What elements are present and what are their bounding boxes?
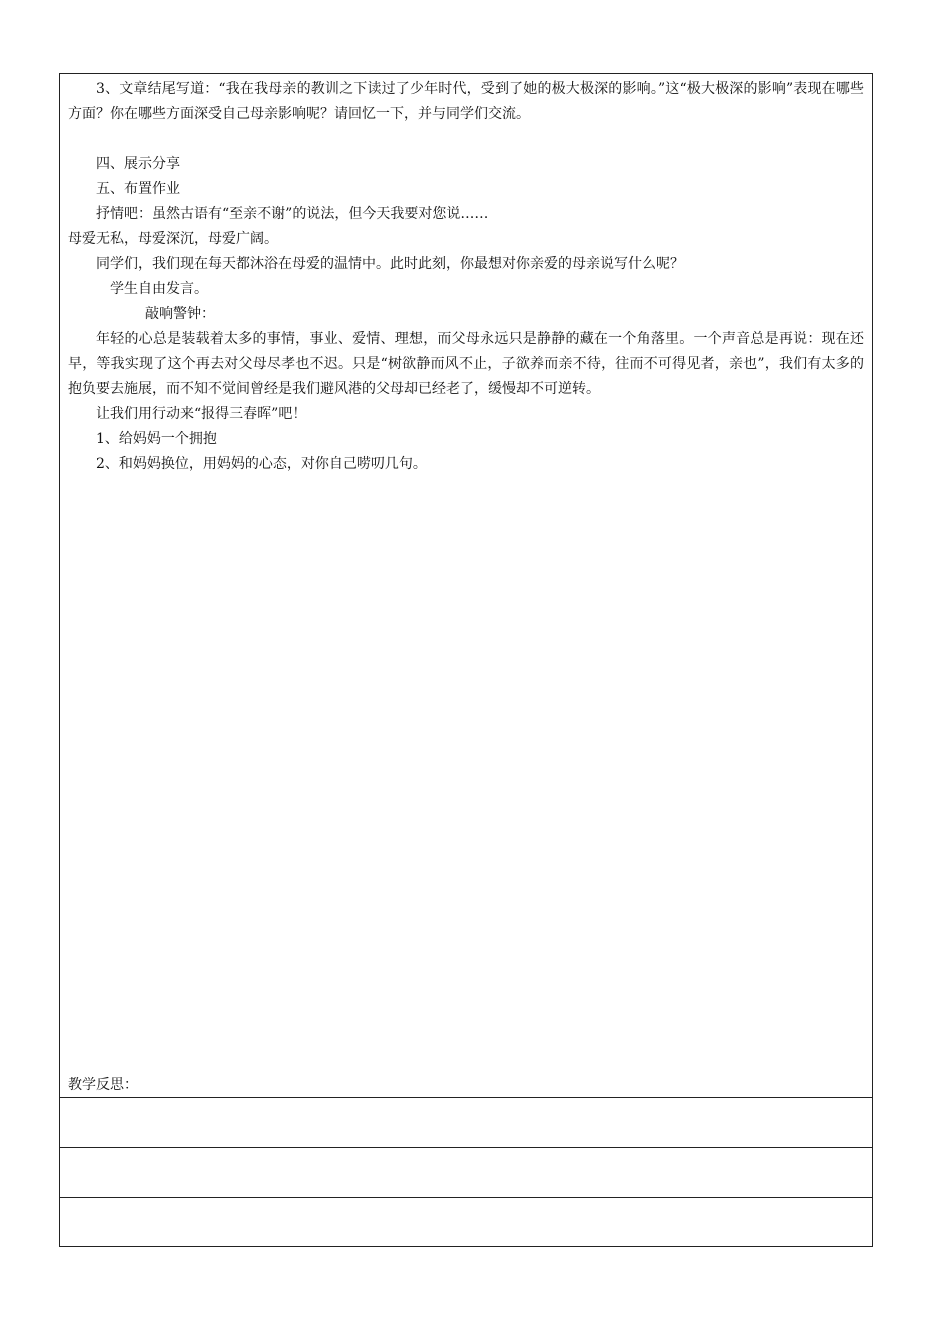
section-5-heading: 五、布置作业: [96, 181, 180, 197]
lyric-paragraph: 抒情吧：虽然古语有“至亲不谢”的说法，但今天我要对您说……: [96, 206, 489, 222]
spacer: [68, 127, 864, 152]
reflection-row-3: [60, 1197, 872, 1198]
free-speech-line: 学生自由发言。: [110, 281, 208, 297]
lesson-plan-sheet: [59, 73, 873, 1247]
homework-item-2: 2、和妈妈换位，用妈妈的心态，对你自己唠叨几句。: [96, 456, 427, 472]
mother-love-line: 母爱无私，母爱深沉，母爱广阔。: [68, 231, 278, 247]
lesson-content: [60, 74, 872, 477]
classmates-paragraph: 同学们，我们现在每天都沐浴在母爱的温情中。此时此刻，你最想对你亲爱的母亲说写什么呢？: [96, 256, 684, 272]
reflection-row-1: [60, 1097, 872, 1098]
action-line: 让我们用行动来“报得三春晖”吧！: [96, 406, 307, 422]
question-3: 3、文章结尾写道：“我在我母亲的教训之下读过了少年时代，受到了她的极大极深的影响。”这“极大极深的影响”表现在哪些方面？你在哪些方面深受自己母亲影响呢？请回忆一下，并与同学们交流。: [68, 81, 864, 122]
homework-item-1: 1、给妈妈一个拥抱: [96, 431, 217, 447]
reflection-row-2: [60, 1147, 872, 1148]
alarm-heading: 敲响警钟：: [145, 306, 215, 322]
reflection-label: 教学反思：: [68, 1077, 138, 1093]
section-4-heading: 四、展示分享: [96, 156, 180, 172]
youth-paragraph: 年轻的心总是装载着太多的事情，事业、爱情、理想，而父母永远只是静静的藏在一个角落里。一个声音总是再说：现在还早，等我实现了这个再去对父母尽孝也不迟。只是“树欲静而风不止，子欲养而亲不待，往而不可得见者，亲也”，我们有太多的抱负要去施展，而不知不觉间曾经是我们避风港的父母却已经老了，缓慢却不可逆转。: [68, 331, 864, 397]
